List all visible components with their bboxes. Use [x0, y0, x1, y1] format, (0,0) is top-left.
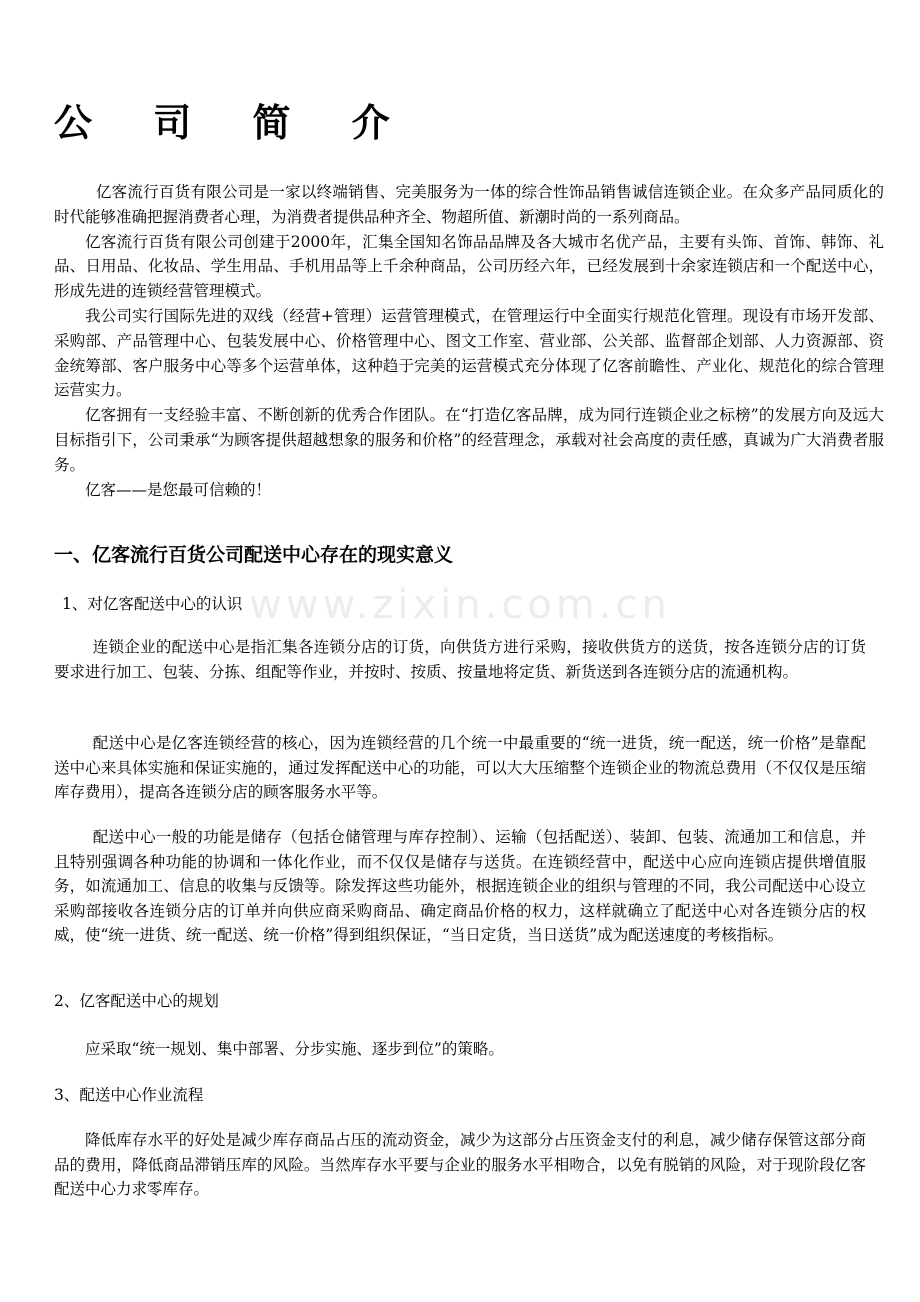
intro-paragraph-1: 亿客流行百货有限公司是一家以终端销售、完美服务为一体的综合性饰品销售诚信连锁企业。在众多产品同质化的时代能够准确把握消费者心理，为消费者提供品种齐全、物超所值、新潮时尚的一系列商品。 — [54, 183, 884, 226]
intro-paragraph-4: 亿客拥有一支经验丰富、不断创新的优秀合作团队。在“打造亿客品牌，成为同行连锁企业之标榜”的发展方向及远大目标指引下，公司秉承“为顾客提供超越想象的服务和价格”的经营理念，承载对社会高度的责任感，真诚为广大消费者服务。 — [54, 406, 884, 474]
intro-paragraph-3: 我公司实行国际先进的双线（经营+管理）运营管理模式，在管理运行中全面实行规范化管理。现设有市场开发部、采购部、产品管理中心、包装发展中心、价格管理中心、图文工作室、营业部、公关部、监督部企划部、人力资源部、资金统筹部、客户服务中心等多个运营单体，这种趋于完美的运营模式充分体现了亿客前瞻性、产业化、规范化的综合管理运营实力。 — [54, 306, 884, 400]
section-1-heading: 一、亿客流行百货公司配送中心存在的现实意义 — [54, 544, 454, 566]
subsection-1-paragraph-2: 配送中心是亿客连锁经营的核心，因为连锁经营的几个统一中最重要的“统一进货，统一配送，统一价格”是靠配送中心来具体实施和保证实施的，通过发挥配送中心的功能，可以大大压缩整个连锁企业的物流总费用（不仅仅是压缩库存费用），提高各连锁分店的顾客服务水平等。 — [54, 734, 866, 801]
intro-section — [54, 180, 884, 502]
subsection-1-paragraph-3: 配送中心一般的功能是储存（包括仓储管理与库存控制）、运输（包括配送）、装卸、包装、流通加工和信息，并且特别强调各种功能的协调和一体化作业，而不仅仅是储存与送货。在连锁经营中，配送中心应向连锁店提供增值服务，如流通加工、信息的收集与反馈等。除发挥这些功能外，根据连锁企业的组织与管理的不同，我公司配送中心设立采购部接收各连锁分店的订单并向供应商采购商品、确定商品价格的权力，这样就确立了配送中心对各连锁分店的权威，使“统一进货、统一配送、统一价格”得到组织保证，“当日定货，当日送货”成为配送速度的考核指标。 — [54, 828, 866, 944]
watermark: www.zixin.com.cn — [249, 582, 671, 628]
subsection-2-paragraph: 应采取“统一规划、集中部署、分步实施、逐步到位”的策略。 — [85, 1040, 504, 1058]
subsection-3-paragraph: 降低库存水平的好处是减少库存商品占压的流动资金，减少为这部分占压资金支付的利息，减少储存保管这部分商品的费用，降低商品滞销压库的风险。当然库存水平要与企业的服务水平相吻合，以免有脱销的风险，对于现阶段亿客配送中心力求零库存。 — [54, 1131, 866, 1198]
intro-paragraph-2: 亿客流行百货有限公司创建于2000年，汇集全国知名饰品品牌及各大城市名优产品，主要有头饰、首饰、韩饰、礼品、日用品、化妆品、学生用品、手机用品等上千余种商品，公司历经六年，已经发展到十余家连锁店和一个配送中心，形成先进的连锁经营管理模式。 — [54, 232, 884, 301]
intro-paragraph-5: 亿客——是您最可信赖的！ — [85, 480, 272, 499]
subsection-1-paragraph-1: 连锁企业的配送中心是指汇集各连锁分店的订货，向供货方进行采购，接收供货方的送货，按各连锁分店的订货要求进行加工、包装、分拣、组配等作业，并按时、按质、按量地将定货、新货送到各连锁分店的流通机构。 — [54, 638, 866, 681]
subsection-1-heading: 1、对亿客配送中心的认识 — [62, 595, 243, 613]
subsection-3-heading: 3、配送中心作业流程 — [54, 1086, 204, 1104]
subsection-2-heading: 2、亿客配送中心的规划 — [54, 992, 219, 1010]
page-title: 公 司 简 介 — [54, 101, 414, 145]
